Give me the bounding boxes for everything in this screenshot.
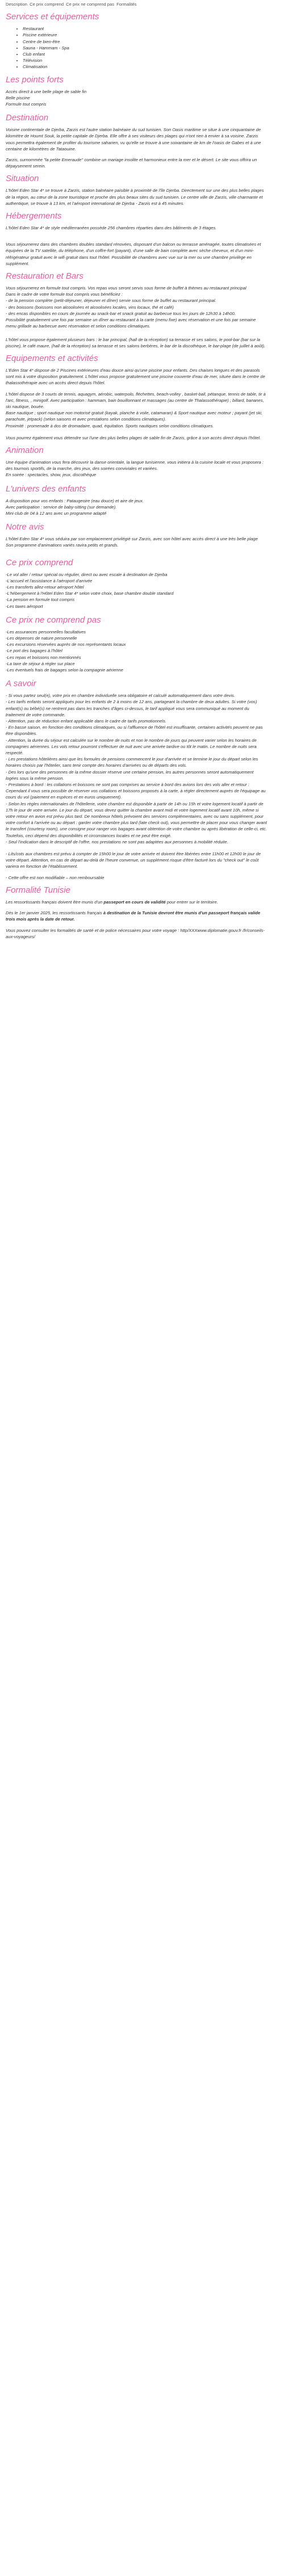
hebergements-text: Vous séjournerez dans des chambres doubles standard rénovées, disposant d'un balcon ou terrasse aménagée, toutes climatisées et équipées de la TV satellite, du téléphone, d'un coffre-fort (payant), d'une salle de bain complète avec sèche cheveux, et d'un mini-réfrigérateur gratuit avec le wifi gratuit dans tout l'hôtel. Possibilité de chambres avec vue sur la mer ou une chambre privilège en supplément. [6, 242, 261, 266]
section-title-destination: Destination [6, 113, 49, 123]
a-savoir-item: - Les tarifs enfants seront appliqués pour les enfants de 2 à moins de 12 ans, partageant la chambre de deux adultes. Si votre (vos) enfant(s) ou bébé(s) ne rentrent pas dans les tranches d'âges ci-dessus, le tarif appliqué vous sera communiqué au moment du traitement de votre commande. [6, 699, 257, 717]
amenity-item: • Club enfant [23, 51, 267, 57]
point-fort-item: Formule tout compris [6, 102, 47, 107]
a-savoir-item: - Lits/cots aux chambres est prévu à compter de 15h00 le jour de votre arrivée et doivent être libérées entre 11h00 et 12h00 le jour de votre départ. Attention, en cas de départ au-delà de l'heure convenue, un supplément risque d'être facturé lors du "check out" le coût variera en fonction de l'établissement. [6, 851, 261, 869]
ne-comprend-item: -Les excursions réservées auprès de nos représentants locaux [6, 642, 126, 648]
ne-comprend-item: -La taxe de séjour à régler sur place [6, 661, 75, 666]
comprend-item: -L'hébergement à l'Hôtel Eden Star 4* selon votre choix, base chambre double standard [6, 591, 174, 596]
comprend-item: -La pension en formule tout compris [6, 597, 75, 603]
equipements-text: Vous pourrez également vous détendre sur l'une des plus belles plages de sable fin de Zarzis, grâce à son accès direct depuis l'hôtel. [6, 435, 261, 440]
a-savoir-item: - Seul l'indication dans le descriptif de l'offre, nos prestations ne sont pas adaptées aux personnes à mobilité réduite. [6, 839, 228, 844]
restauration-item: - des boissons (boissons non alcoolisées et alcoolisées locales, vins locaux, thé et café) [6, 304, 174, 310]
a-savoir-item: - Selon les règles internationales de l'hôtellerie, votre chambre est disponible à partir de 14h ou 15h et votre logement locatif à partir de 17h le jour de votre arrivée. Le jour du départ, vous devez quitter la chambre avant midi et votre logement locatif avant 10h, même si votre retour en avion est prévu plus tard. De nombreux hôtels prévoient des services complémentaires, avec ou sans supplément, pour votre confort à l'arrivée ou au départ : garder votre chambre plus tard (late check out), vous permettre de placer pour vous changer avant le transfert (courtesy room), une consigne pour ranger vos bagages avant obtention de votre chambre ou après libération de celle-ci, etc. Toutefois, ceci dépend des disponibilités et circonstances locales et ne peut être exigé. [6, 801, 267, 838]
a-savoir-item: - Attention, la durée du séjour est calculée sur le nombre de nuits et non le nombre de jours qui peuvent varier selon les horaires de compagnies aériennes. Les vols retour pourront s'effectuer de nuit avec une arrivée tardive ou tôt le matin. Le nombre de nuits sera respecté. [6, 737, 257, 756]
ne-comprend-item: -Les éventuels frais de bagages selon la compagnie aérienne [6, 667, 123, 673]
enfants-line: Avec participation : service de baby-sitting (sur demande). [6, 504, 117, 510]
equipements-text: L'Eden Star 4* dispose de 2 Piscines extérieures d'eau douce ainsi qu'une piscine pour enfants. Des chaises longues et des parasols sont mis à votre disposition gratuitement. L'hôtel vous propose gratuitement une piscine couverte d'eau de mer, située dans le centre de thalassothérapie avec un accès direct depuis l'hôtel. [6, 367, 265, 386]
a-savoir-item: - Si vous partez seul(e), votre prix en chambre individuelle sera obligatoire et calculé automatiquement dans votre devis. [6, 693, 235, 699]
amenities-list [6, 26, 267, 70]
ne-comprend-item: -Les dépenses de nature personnelle [6, 635, 77, 641]
formalite-text: Dès le 1er janvier 2025, les ressortissants français [6, 910, 103, 916]
ne-comprend-item: -Le port des bagages à l'hôtel [6, 648, 62, 654]
destination-text: Zarzis, surnommée "la petite Emeraude" combine un mariage insolite et harmonieux entre la mer et le désert. Le site vous offrira un dépaysement serein. [6, 157, 257, 169]
a-savoir-item: - Prestations à bord : les collations et boissons ne sont pas comprises au service à bord des avions lors des vols aller et retour : Cependant il vous sera possible de réserver vos collations et boissons proposés à la carte, à régler directement auprès de l'équipage au cours du vol (paiement en espèces et en euros uniquement). [6, 782, 266, 800]
section-title-equipements: Equipements et activités [6, 353, 98, 363]
section-title-services: Services et équipements [6, 12, 99, 22]
ne-comprend-item: -Les repas et boissons non mentionnés [6, 654, 81, 660]
section-title-restauration: Restauration et Bars [6, 271, 83, 281]
page [0, 0, 273, 956]
section-title-a-savoir: A savoir [6, 679, 36, 689]
amenity-item: • Climatisation [23, 64, 267, 70]
section-title-animation: Animation [6, 445, 44, 455]
enfants-line: A disposition pour vos enfants : Pataugeoire (eau douce) et aire de jeux. [6, 498, 144, 503]
a-savoir-item: - Attention, pas de réduction enfant applicable dans le cadre de tarifs promotionnels. [6, 718, 166, 724]
formalite-link-text[interactable]: Vous pouvez consulter les formalités de santé et de police nécessaires pour votre voyage : http/XXXwww.diplomatie.gouv.fr /fr/conseils-aux-voyageurs/ [6, 927, 265, 939]
animation-evening: En soirée : spectacles, show, jeux, discothèque [6, 472, 97, 478]
point-fort-item: Accès direct à une belle plage de sable fin [6, 89, 87, 94]
equipements-text: Base nautique ; sport nautique non motorisé gratuit (kayak, planche à voile, catamaran) & Sport nautique avec moteur ; payant (jet ski, parachute, jetpack) (selon saisons et avec prestations selon conditions climatiques). [6, 410, 263, 422]
amenity-item: • Sauna - Hammam - Spa [23, 45, 267, 51]
situation-text: L'hôtel Eden Star 4* se trouve à Zarzis, station balnéaire paisible à proximité de l'île Djerba. Directement sur une des plus belles plages de la région, au cœur de la zone touristique et proche des plus beaux sites du sud tunisien. Le centre ville de Zarzis, ville charmante et authentique, se trouve à 13 km, et l'aéroport international de Djerba - Zarzis est à 45 minutes. [6, 188, 264, 206]
section-title-situation: Situation [6, 174, 39, 184]
ne-comprend-item: -Les assurances personnelles facultatives [6, 629, 86, 634]
section-title-points-forts: Les points forts [6, 74, 64, 85]
point-fort-item: Belle piscine [6, 95, 30, 100]
section-title-avis: Notre avis [6, 522, 44, 532]
a-savoir-item: - Des lors qu'une des personnes de la même dossier réserve une certaine pension, les autres personnes seront automatiquement logées sous la même pension. [6, 769, 254, 781]
tab-ce-prix-ne-comprend-pas[interactable]: Ce prix ne comprend pas [66, 2, 115, 7]
tab-description[interactable]: Description [6, 2, 27, 7]
amenity-item: • Centre de bien-être [23, 39, 267, 45]
enfants-block [6, 498, 267, 517]
amenity-item: • Restaurant [23, 26, 267, 32]
comprend-item: -Les transferts allez-retour aéroport hôtel [6, 584, 84, 590]
formalite-text: pour entrer sur le territoire. [165, 899, 218, 905]
section-title-ne-comprend: Ce prix ne comprend pas [6, 615, 101, 625]
avis-block [6, 536, 267, 548]
section-title-hebergements: Hébergements [6, 211, 62, 221]
equipements-activities [6, 391, 267, 429]
restauration-item: - des encas disponibles en cours de journée au snack-bar et snack gratuit au barbecue tous les jours de 12h30 à 14h00. [6, 310, 236, 316]
restauration-block [6, 285, 267, 329]
formalite-2025 [6, 910, 267, 922]
restauration-extra: Possibilité gratuitement une fois par semaine un dîner au restaurant à la carte (menu fixe) avec réservation et une fois par semaine menu grillade au barbecue avec réservation et selon conditions climatiques. [6, 317, 256, 329]
restauration-bars: L'hôtel vous propose également plusieurs bars : le bar principal, (hall de la réception) sa terrasse et ses salons, le pool-bar (bar sur la piscine), le café maure, (hall de la réception) sa terrasse et ses salons berbères, le bar de la discothèque, le bar-plage (de juillet à août). [6, 337, 266, 348]
avis-line: Son programme d'animations variés ravira petits et grands. [6, 543, 119, 548]
avis-line: L'hôtel Eden Star 4* vous séduira par son emplacement privilégié sur Zarzis, avec son hôtel avec accès direct à une très belle plage [6, 536, 258, 542]
tab-ce-prix-comprend[interactable]: Ce prix comprend [30, 2, 64, 7]
enfants-line: Mini club de 04 à 12 ans avec un programme adapté [6, 510, 107, 516]
amenity-item: • Piscine extérieure [23, 32, 267, 38]
points-forts-list [6, 89, 267, 108]
section-title-formalite: Formalité Tunisie [6, 885, 70, 895]
comprend-item: -L'accueil et l'assistance à l'aéroport d'arrivée [6, 578, 93, 583]
animation-block [6, 459, 267, 478]
equipements-text: L'hôtel dispose de 3 courts de tennis, aquagym, aérobic, waterpolo, fléchettes, beach-volley , basket-ball, pétanque, tennis de table, tir à l'arc, fitness, , minigolf. Avec participation : hammam, bain bouillonnant et massages (au centre de Thalassothérapie) ; billard, bananes, ski nautique, bouée. [6, 391, 266, 409]
formalite-text: Les ressortissants français doivent être munis d'un [6, 899, 104, 905]
tab-formalites[interactable]: Formalités [116, 2, 137, 7]
a-savoir-item: - Les prestations hôtelières ainsi que les formules de pensions commencent le jour d'arrivée et se termine le jour du départ selon les horaires choisis par l'hôtelier, sans tenir compte des horaires d'arrivées ou de départs des vols. [6, 757, 258, 768]
restauration-list-intro: Dans le cadre de votre formule tout compris vous bénéficiez : [6, 292, 123, 297]
formalite-highlight: à destination de la Tunisie devront être munis d'un passeport français valide trois mois après la date de retour. [6, 910, 261, 922]
comprend-list [6, 571, 267, 610]
restauration-item: - de la pension complète (petit-déjeuner, déjeuner et dîner) servie sous forme de buffet au restaurant principal. [6, 298, 216, 304]
amenity-item: • Télévision [23, 57, 267, 64]
restauration-intro: Vous séjournerez en formule tout compris. Vos repas vous seront servis sous forme de buffet à thèmes au restaurant principal [6, 285, 247, 291]
a-savoir-block [6, 692, 267, 845]
section-title-enfants: L'univers des enfants [6, 484, 86, 494]
equipements-text: Proximité : promenade à dos de dromadaire, quad, équitation. Sports nautiques selon conditions climatiques. [6, 423, 214, 428]
tabs-bar [6, 1, 267, 7]
hebergements-text: L'hôtel Eden Star 4* de style méditerranéen possède 256 chambres réparties dans des bâtiments de 3 étages. [6, 225, 217, 231]
ne-comprend-list [6, 629, 267, 673]
comprend-item: -Les taxes aéroport [6, 603, 43, 609]
formalite-highlight: passeport en cours de validité [103, 899, 166, 905]
destination-text: Voisine continentale de Djerba, Zarzis est l'autre station balnéaire du sud tunisien. Son Oasis maritime se situe à une cinquantaine de kilomètre de Houmt Souk, la petite capitale de Djerba. Elle offre à ses visiteurs des plages qui n'ont rien à envier à sa voisine. Zarzis vous permettra également de profiter du tourisme saharien, vu qu'elle se trouve à une soixantaine de km de l'oasis de Gabes et à une centaine de kilomètres de Tataouine. [6, 127, 261, 152]
a-savoir-item: - Cette offre est non modifiable – non remboursable [6, 875, 105, 880]
comprend-item: -Le vol aller / retour spécial ou régulier, direct ou avec escale à destination de Djerba [6, 571, 168, 577]
animation-text: Une équipe d'animation vous fera découvrir la danse orientale, la langue tunisienne, vous initiera à la cuisine locale et vous proposera : des tournois sportifs, de la marche, des jeux, des soirées conviviales et variées. [6, 459, 264, 472]
a-savoir-item: - En basse saison, en fonction des conditions climatiques, ou si l'affluence de l'hôtel est insuffisante, certaines activités peuvent ne pas être disponibles. [6, 725, 263, 737]
section-title-comprend: Ce prix comprend [6, 557, 73, 568]
formalite-passport [6, 899, 267, 905]
